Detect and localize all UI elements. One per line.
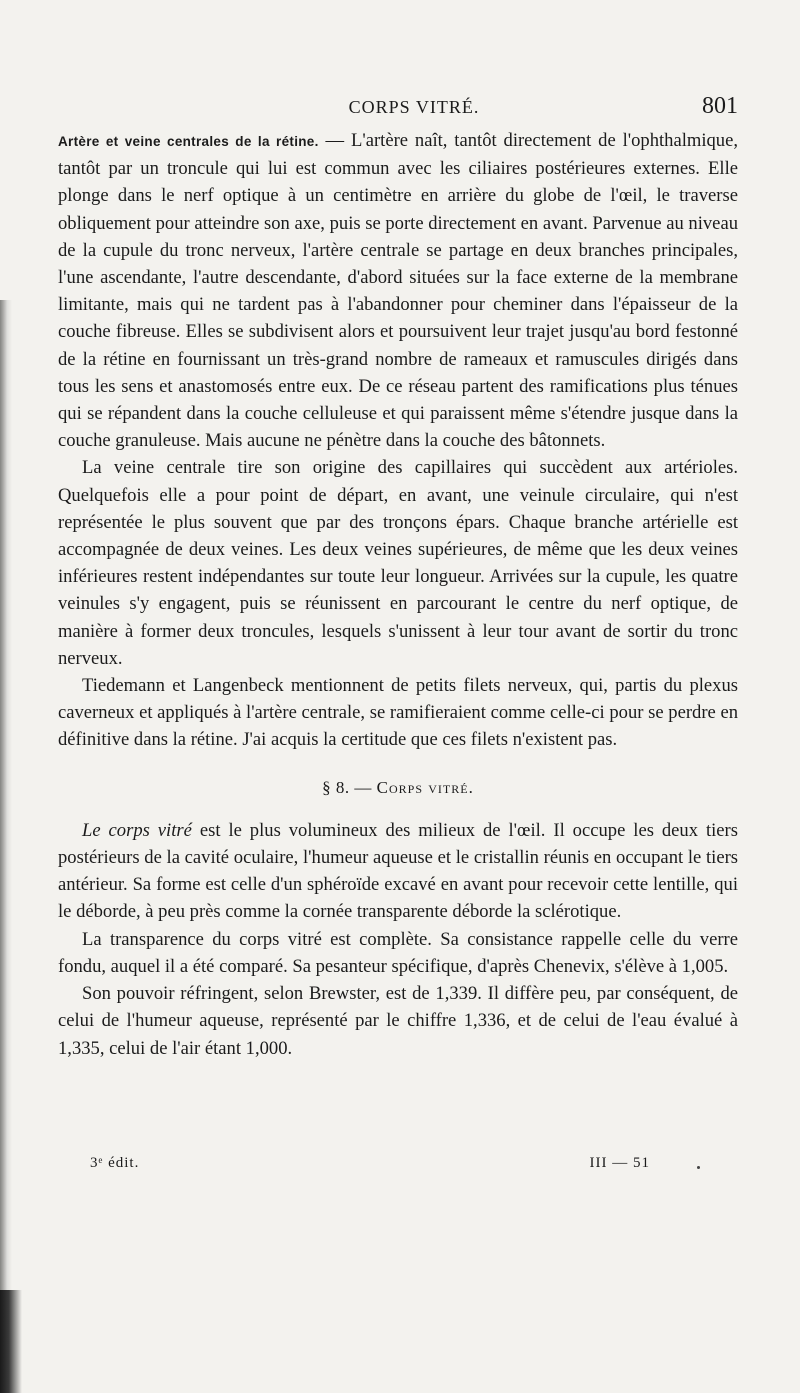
page-corner-shadow bbox=[0, 1290, 22, 1393]
paragraph-vitreous-intro bbox=[58, 817, 738, 926]
paragraph-vitreous-intro-text: est le plus volumineux des milieux de l'œil. Il occupe les deux tiers postérieurs de la cavité oculaire, l'humeur aqueuse et le cristallin réunis en occupant le tiers antérieur. Sa forme est celle d'un sphéroïde excavé en avant pour recevoir cette lentille, qui le déborde, à peu près comme la cornée transparente déborde la sclérotique. bbox=[58, 819, 738, 923]
section-heading bbox=[58, 774, 738, 801]
paragraph-artery bbox=[58, 127, 738, 454]
paragraph-artery-text: L'artère naît, tantôt directement de l'ophthalmique, tantôt par un troncule qui lui est commun avec les ciliaires postérieures externes. Elle plonge dans le nerf optique à un centimètre en arrière du globe de l'œil, le traverse obliquement pour atteindre son axe, puis se porte directement en avant. Parvenue au niveau de la cupule du tronc nerveux, l'artère centrale se partage en deux branches principales, l'une ascendante, l'autre descendante, d'abord situées sur la face externe de la membrane limitante, mais qui ne tardent pas à l'abandonner pour cheminer dans l'épaisseur de la couche fibreuse. Elles se subdivisent alors et poursuivent leur trajet jusqu'au bord festonné de la rétine en fournissant un très-grand nombre de rameaux et ramuscules dirigés dans tous les sens et anastomosés entre eux. De ce réseau partent des ramifications plus ténues qui se répandent dans la couche celluleuse et qui paraissent même s'étendre jusque dans la couche granuleuse. Mais aucune ne pénètre dans la couche des bâtonnets. bbox=[58, 130, 738, 452]
body-text bbox=[58, 127, 738, 1062]
running-title: CORPS VITRÉ. bbox=[348, 97, 480, 117]
running-head bbox=[90, 93, 738, 127]
edition-signature: 3ᵉ édit. bbox=[90, 1155, 140, 1171]
page-number: 801 bbox=[702, 93, 738, 119]
paragraph-refraction: Son pouvoir réfringent, selon Brewster, est de 1,339. Il diffère peu, par conséquent, de celui de l'humeur aqueuse, représenté par le chiffre 1,336, et de celui de l'eau évalué à 1,335, celui de l'air étant 1,000. bbox=[58, 983, 738, 1059]
lead-dash: — bbox=[318, 130, 352, 151]
paragraph-transparency: La transparence du corps vitré est complète. Sa consistance rappelle celle du verre fondu, auquel il a été comparé. Sa pesanteur spécifique, d'après Chenevix, s'élève à 1,005. bbox=[58, 928, 738, 977]
paragraph-lead-heading: Artère et veine centrales de la rétine. bbox=[58, 134, 319, 149]
section-number: § 8. — bbox=[322, 777, 377, 797]
paragraph-nerves: Tiedemann et Langenbeck mentionnent de petits filets nerveux, qui, partis du plexus caverneux et appliqués à l'artère centrale, se ramifieraient comme celle-ci pour se perdre en définitive dans la rétine. J'ai acquis la certitude que ces filets n'existent pas. bbox=[58, 675, 738, 751]
paragraph-vein: La veine centrale tire son origine des capillaires qui succèdent aux artérioles. Quelquefois elle a pour point de départ, en avant, une veinule circulaire, qui n'est représentée le plus souvent que par des tronçons épars. Chaque branche artérielle est accompagnée de deux veines. Les deux veines supérieures, de même que les deux veines inférieures restent indépendantes sur toute leur longueur. Arrivées sur la cupule, les quatre veinules s'y engagent, puis se réunissent en parcourant le centre du nerf optique, de manière à former deux troncules, lesquels s'unissent à leur tour avant de sortir du tronc nerveux. bbox=[58, 457, 738, 669]
italic-term: Le corps vitré bbox=[82, 819, 192, 841]
page-footer bbox=[90, 1155, 650, 1179]
page-binding-shadow bbox=[0, 300, 12, 1393]
section-title: Corps vitré. bbox=[376, 777, 474, 797]
print-speck bbox=[697, 1166, 700, 1169]
volume-signature: III — 51 bbox=[589, 1155, 650, 1171]
